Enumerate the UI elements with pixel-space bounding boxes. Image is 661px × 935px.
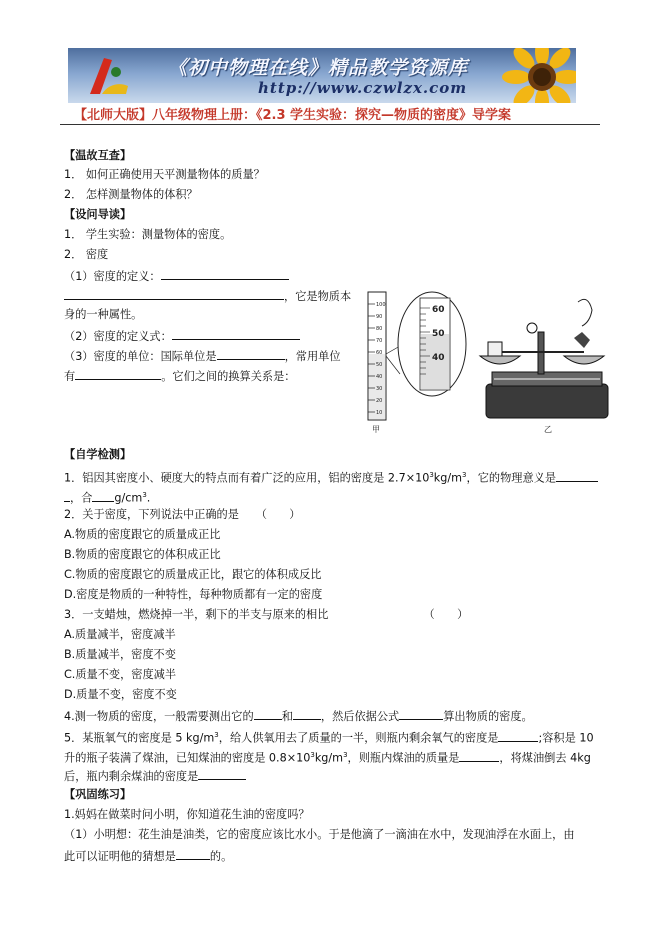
density-conversion-text: 。它们之间的换算关系是： bbox=[161, 370, 296, 383]
q1-period: . bbox=[146, 491, 151, 505]
superscript: 3 bbox=[214, 731, 219, 739]
self-test-q5 bbox=[64, 728, 594, 746]
practice-guess-suffix: 的。 bbox=[209, 850, 233, 863]
review-question-2: 2． 怎样测量物体的体积？ bbox=[64, 188, 198, 201]
scale-mark: 10 bbox=[376, 410, 383, 416]
self-test-q5-continued bbox=[64, 748, 591, 766]
banner-title: 《初中物理在线》精品教学资源库 bbox=[168, 57, 469, 79]
self-test-q1 bbox=[64, 468, 598, 486]
density-property-line: 身的一种属性。 bbox=[64, 308, 143, 321]
guide-line-1: 1． 学生实验：测量物体的密度。 bbox=[64, 228, 232, 241]
header-banner bbox=[68, 48, 576, 103]
q2-option-c[interactable]: C.物质的密度跟它的质量成正比，跟它的体积成反比 bbox=[64, 568, 322, 581]
q2-option-b[interactable]: B.物质的密度跟它的体积成正比 bbox=[64, 548, 221, 561]
superscript: 3 bbox=[310, 751, 315, 759]
superscript: 3 bbox=[429, 471, 434, 479]
density-definition-line bbox=[64, 268, 289, 284]
self-test-q3: 3．一支蜡烛，燃烧掉一半，剩下的半支与原来的相比 （ ） bbox=[64, 608, 469, 621]
guide-line-2: 2． 密度 bbox=[64, 248, 109, 261]
review-heading: 【温故互查】 bbox=[64, 149, 132, 162]
magnified-mark-50: 50 bbox=[432, 329, 445, 339]
q4-formula-text: ，然后依据公式 bbox=[320, 710, 400, 723]
practice-q1-part1-continued bbox=[64, 848, 232, 864]
answer-blank[interactable] bbox=[161, 268, 289, 280]
scale-mark: 90 bbox=[376, 314, 383, 320]
scale-mark: 30 bbox=[376, 386, 383, 392]
q5-remaining-text: 后，瓶内剩余煤油的密度是 bbox=[64, 770, 199, 783]
q4-suffix: 算出物质的密度。 bbox=[443, 710, 533, 723]
q5-oxygen-text: ，给人供氧用去了质量的一半，则瓶内剩余氧气的密度是 bbox=[218, 731, 499, 745]
q5-volume-text: ;容积是 10 bbox=[538, 731, 594, 745]
figure-label-b: 乙 bbox=[544, 425, 552, 434]
density-definition-continued bbox=[64, 288, 351, 304]
density-definition-suffix: ，它是物质本 bbox=[284, 290, 352, 303]
q4-and: 和 bbox=[281, 710, 293, 723]
magnified-scale-icon bbox=[398, 292, 466, 396]
q1-unit: kg/m bbox=[433, 471, 463, 485]
q3-option-d[interactable]: D.质量不变，密度不变 bbox=[64, 688, 177, 701]
q1-text: 1．铝因其密度小、硬度大的特点而有着广泛的应用，铝的密度是 2.7×10 bbox=[64, 471, 430, 485]
density-formula-label: （2）密度的定义式： bbox=[64, 330, 172, 343]
answer-blank[interactable] bbox=[254, 708, 282, 720]
practice-guess-text: 此可以证明他的猜想是 bbox=[64, 850, 176, 863]
density-unit-label: （3）密度的单位：国际单位是 bbox=[64, 350, 217, 363]
q1-convert-text: ，合 bbox=[70, 491, 93, 505]
q2-option-a[interactable]: A.物质的密度跟它的质量成正比 bbox=[64, 528, 221, 541]
q3-option-a[interactable]: A.质量减半，密度减半 bbox=[64, 628, 176, 641]
answer-blank[interactable] bbox=[198, 768, 246, 780]
magnified-mark-60: 60 bbox=[432, 305, 445, 315]
scale-mark: 80 bbox=[376, 326, 383, 332]
sunflower-icon bbox=[492, 48, 576, 103]
answer-blank[interactable] bbox=[172, 328, 300, 340]
scale-mark: 100 bbox=[376, 302, 386, 308]
density-definition-label: （1）密度的定义： bbox=[64, 270, 161, 283]
density-unit-have: 有 bbox=[64, 370, 76, 383]
q4-text: 4.测一物质的密度，一般需要测出它的 bbox=[64, 710, 254, 723]
q5-unit: kg/m bbox=[314, 751, 344, 765]
density-formula-line bbox=[64, 328, 300, 344]
self-test-heading: 【自学检测】 bbox=[64, 448, 132, 461]
density-unit-suffix: ，常用单位 bbox=[284, 350, 341, 363]
answer-blank[interactable] bbox=[75, 368, 161, 380]
superscript: 3 bbox=[142, 491, 147, 499]
q3-option-b[interactable]: B.质量减半，密度不变 bbox=[64, 648, 176, 661]
density-unit-line bbox=[64, 348, 341, 364]
guide-heading: 【设问导读】 bbox=[64, 208, 132, 221]
q5-pour-text: ，将煤油倒去 4kg bbox=[499, 751, 591, 765]
answer-blank[interactable] bbox=[293, 708, 321, 720]
measurement-figure bbox=[352, 288, 617, 438]
q3-option-c[interactable]: C.质量不变，密度减半 bbox=[64, 668, 177, 681]
q1-unit-cm: g/cm bbox=[114, 491, 143, 505]
answer-blank[interactable] bbox=[459, 750, 499, 762]
title-divider bbox=[60, 124, 600, 125]
self-test-q5-end bbox=[64, 768, 246, 784]
answer-blank[interactable] bbox=[64, 288, 284, 300]
practice-q1: 1.妈妈在做菜时问小明，你知道花生油的密度吗？ bbox=[64, 808, 310, 821]
superscript: 3 bbox=[462, 471, 467, 479]
answer-blank[interactable] bbox=[399, 708, 443, 720]
q5-text: 5．某瓶氧气的密度是 5 kg/m bbox=[64, 731, 215, 745]
answer-blank[interactable] bbox=[176, 848, 210, 860]
magnified-mark-40: 40 bbox=[432, 353, 445, 363]
q1-meaning-text: ，它的物理意义是 bbox=[466, 471, 557, 485]
self-test-q1-continued bbox=[64, 488, 150, 506]
practice-heading: 【巩固练习】 bbox=[64, 788, 132, 801]
balance-scale-icon bbox=[480, 299, 608, 418]
answer-blank[interactable] bbox=[556, 470, 598, 482]
scale-mark: 50 bbox=[376, 362, 383, 368]
review-question-1: 1． 如何正确使用天平测量物体的质量？ bbox=[64, 168, 265, 181]
superscript: 3 bbox=[343, 751, 348, 759]
practice-q1-part1: （1）小明想：花生油是油类，它的密度应该比水小。于是他滴了一滴油在水中，发现油浮在水面上，由 bbox=[64, 828, 575, 841]
scale-mark: 70 bbox=[376, 338, 383, 344]
q5-mass-text: ，则瓶内煤油的质量是 bbox=[347, 751, 460, 765]
q2-option-d[interactable]: D.密度是物质的一种特性，每种物质都有一定的密度 bbox=[64, 588, 323, 601]
banner-url: http://www.czwlzx.com bbox=[258, 79, 468, 97]
site-logo-icon bbox=[82, 54, 132, 98]
self-test-q2: 2．关于密度，下列说法中正确的是 （ ） bbox=[64, 508, 301, 521]
scale-mark: 40 bbox=[376, 374, 383, 380]
answer-blank[interactable] bbox=[217, 348, 285, 360]
answer-blank[interactable] bbox=[498, 730, 538, 742]
self-test-q4 bbox=[64, 708, 533, 724]
density-conversion-line bbox=[64, 368, 295, 384]
figure-label-a: 甲 bbox=[372, 425, 380, 434]
q5-kerosene-text: 升的瓶子装满了煤油，已知煤油的密度是 0.8×10 bbox=[64, 751, 311, 765]
scale-mark: 20 bbox=[376, 398, 383, 404]
document-title: 【北师大版】八年级物理上册：《2.3 学生实验：探究—物质的密度》导学案 bbox=[74, 108, 512, 123]
scale-mark: 60 bbox=[376, 350, 383, 356]
answer-blank[interactable] bbox=[92, 490, 114, 502]
